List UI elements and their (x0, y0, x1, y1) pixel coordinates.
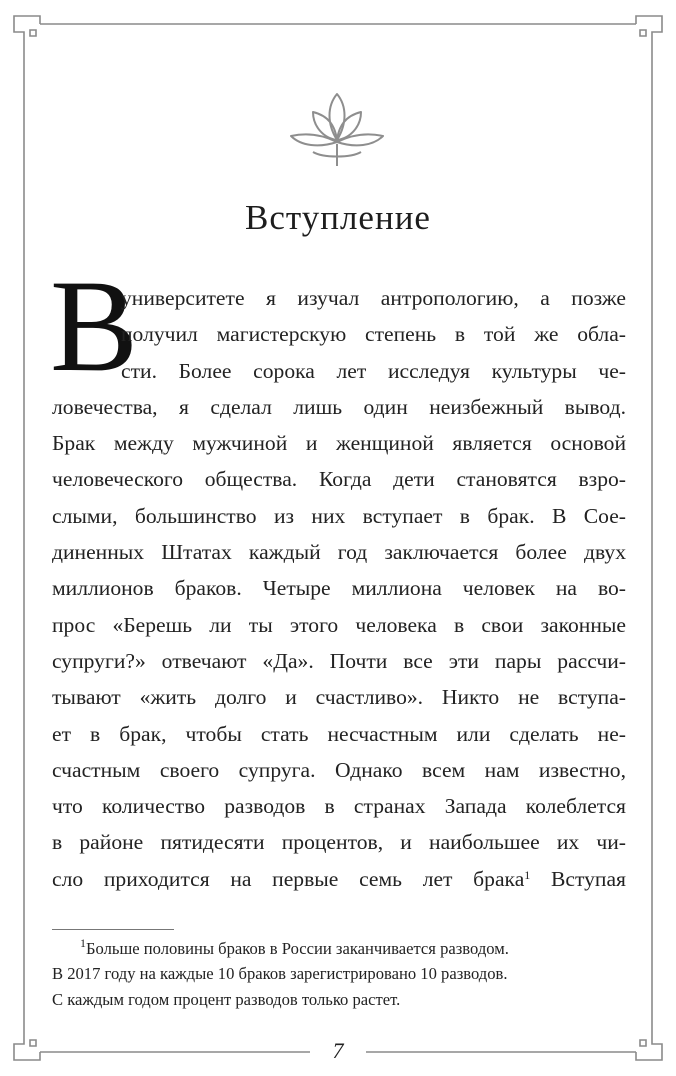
footnote-line: С каждым годом процент разводов только растет. (52, 989, 401, 1009)
text-line: супруги?» отвечают «Да». Почти все эти пары рассчи- (52, 648, 626, 673)
text-line: ловечества, я сделал лишь один неизбежный вывод. (52, 394, 626, 419)
footnote-divider (52, 929, 174, 930)
chapter-title: Вступление (245, 198, 431, 237)
text-line: университете я изучал антропологию, а позже (121, 286, 626, 310)
text-line: получил магистерскую степень в той же обла- (121, 322, 626, 347)
text-line: сти. Более сорока лет исследуя культуры че- (121, 358, 626, 383)
text-line: тывают «жить долго и счастливо». Никто не вступа- (52, 685, 626, 710)
text-fragment: сло приходится на первые семь лет брака (52, 866, 525, 891)
text-line: счастным своего супруга. Однако всем нам известно, (52, 757, 626, 782)
footnote-line (52, 936, 626, 961)
text-line: диненных Штатах каждый год заключается более двух (52, 540, 626, 565)
text-line: ет в брак, чтобы стать несчастным или сделать не- (52, 721, 626, 746)
text-line: прос «Берешь ли ты этого человека в свои законные (52, 612, 626, 637)
text-line: миллионов браков. Четыре миллиона человек на во- (52, 576, 626, 601)
footnote-reference: 1 (524, 867, 531, 882)
text-fragment: Вступая (550, 866, 626, 891)
page-number: 7 (332, 1038, 344, 1063)
footnote (52, 936, 626, 1012)
text-line: слыми, большинство из них вступает в брак. В Сое- (52, 503, 626, 528)
body-paragraph (52, 280, 626, 897)
text-line: Брак между мужчиной и женщиной является основой (52, 431, 626, 456)
footnote-marker: 1 (80, 936, 86, 950)
lotus-icon (283, 86, 391, 170)
text-line: человеческого общества. Когда дети становятся взро- (52, 467, 626, 492)
footnote-text: Больше половины браков в России заканчивается разводом. (86, 939, 509, 958)
text-line: в районе пятидесяти процентов, и наибольшее их чи- (52, 830, 626, 855)
text-line-last (52, 861, 626, 897)
text-line: что количество разводов в странах Запада колеблется (52, 794, 626, 819)
footnote-line: В 2017 году на каждые 10 браков зарегистрировано 10 разводов. (52, 964, 508, 984)
drop-cap: В (50, 252, 139, 399)
